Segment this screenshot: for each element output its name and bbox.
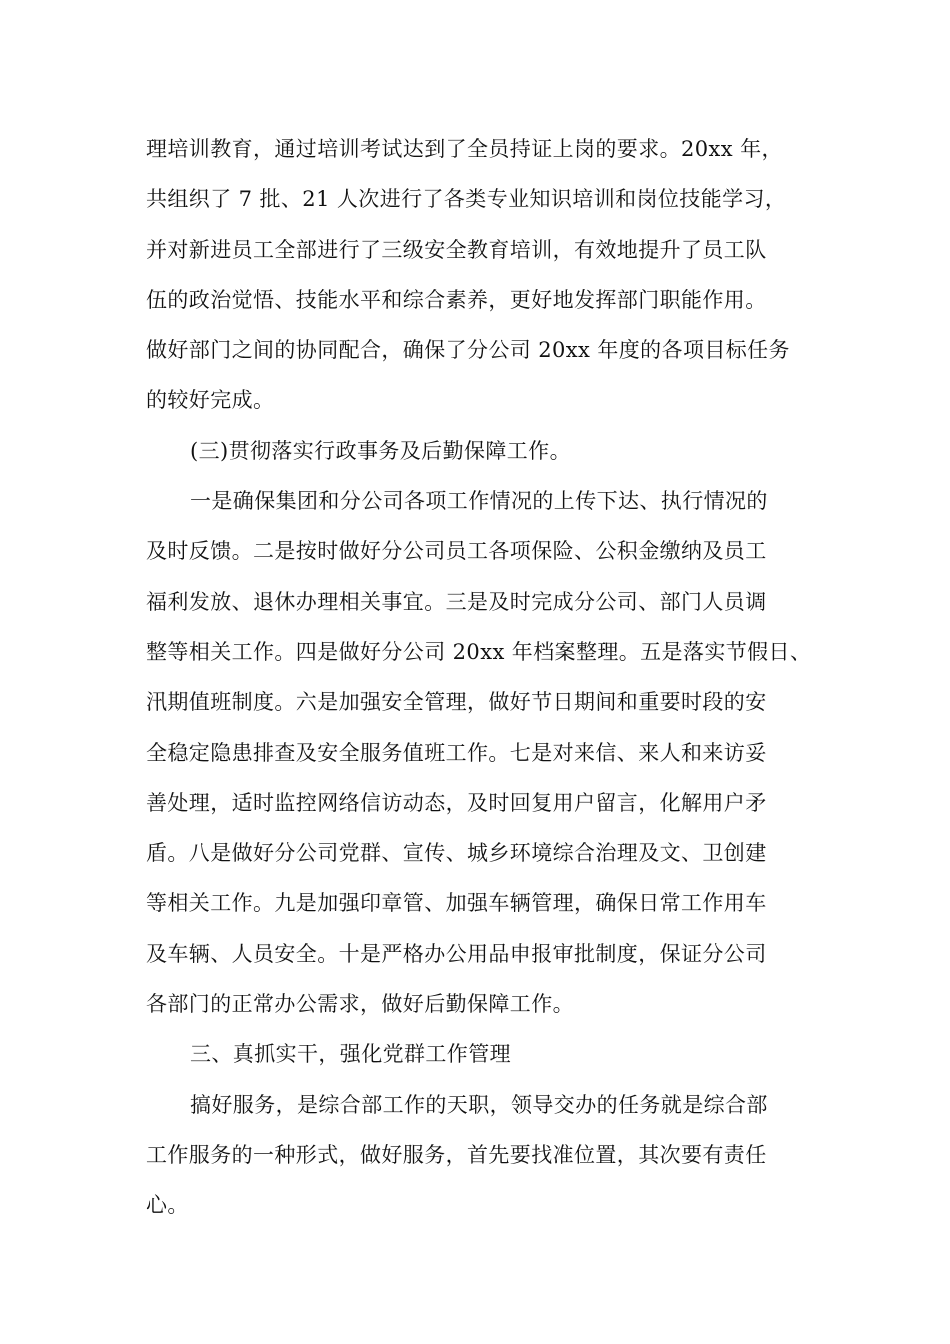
paragraph-logistics — [146, 476, 812, 1029]
text-line: 整等相关工作。四是做好分公司 20xx 年档案整理。五是落实节假日、 — [146, 639, 812, 664]
subsection-heading: (三)贯彻落实行政事务及后勤保障工作。 — [190, 438, 571, 463]
text-line: 福利发放、退休办理相关事宜。三是及时完成分公司、部门人员调 — [146, 589, 767, 614]
text-line: 做好部门之间的协同配合，确保了分公司 20xx 年度的各项目标任务 — [146, 338, 790, 363]
text-line: 及时反馈。二是按时做好分公司员工各项保险、公积金缴纳及员工 — [146, 539, 767, 564]
text-line: 等相关工作。九是加强印章管、加强车辆管理，确保日常工作用车 — [146, 891, 767, 916]
text-line: 汛期值班制度。六是加强安全管理，做好节日期间和重要时段的安 — [146, 690, 767, 715]
text-line: 心。 — [146, 1193, 189, 1218]
text-line: 工作服务的一种形式，做好服务，首先要找准位置，其次要有责任 — [146, 1142, 767, 1167]
text-line: 并对新进员工全部进行了三级安全教育培训，有效地提升了员工队 — [146, 237, 767, 262]
paragraph-training — [146, 124, 808, 426]
paragraph-service — [146, 1080, 808, 1231]
text-line: 伍的政治觉悟、技能水平和综合素养，更好地发挥部门职能作用。 — [146, 287, 767, 312]
text-line: 搞好服务，是综合部工作的天职，领导交办的任务就是综合部 — [190, 1092, 768, 1117]
text-line: 盾。八是做好分公司党群、宣传、城乡环境综合治理及文、卫创建 — [146, 841, 767, 866]
text-line: 理培训教育，通过培训考试达到了全员持证上岗的要求。20xx 年， — [146, 137, 783, 161]
section-heading: 三、真抓实干，强化党群工作管理 — [190, 1042, 511, 1067]
text-line: 各部门的正常办公需求，做好后勤保障工作。 — [146, 992, 574, 1017]
text-line: 全稳定隐患排查及安全服务值班工作。七是对来信、来人和来访妥 — [146, 740, 767, 765]
text-line: 共组织了 7 批、21 人次进行了各类专业知识培训和岗位技能学习， — [146, 187, 787, 212]
text-line: 一是确保集团和分公司各项工作情况的上传下达、执行情况的 — [190, 489, 768, 514]
text-line: 及车辆、人员安全。十是严格办公用品申报审批制度，保证分公司 — [146, 941, 767, 966]
text-line: 善处理，适时监控网络信访动态，及时回复用户留言，化解用户矛 — [146, 790, 767, 815]
text-line: 的较好完成。 — [146, 388, 275, 413]
document-body — [146, 124, 812, 1231]
